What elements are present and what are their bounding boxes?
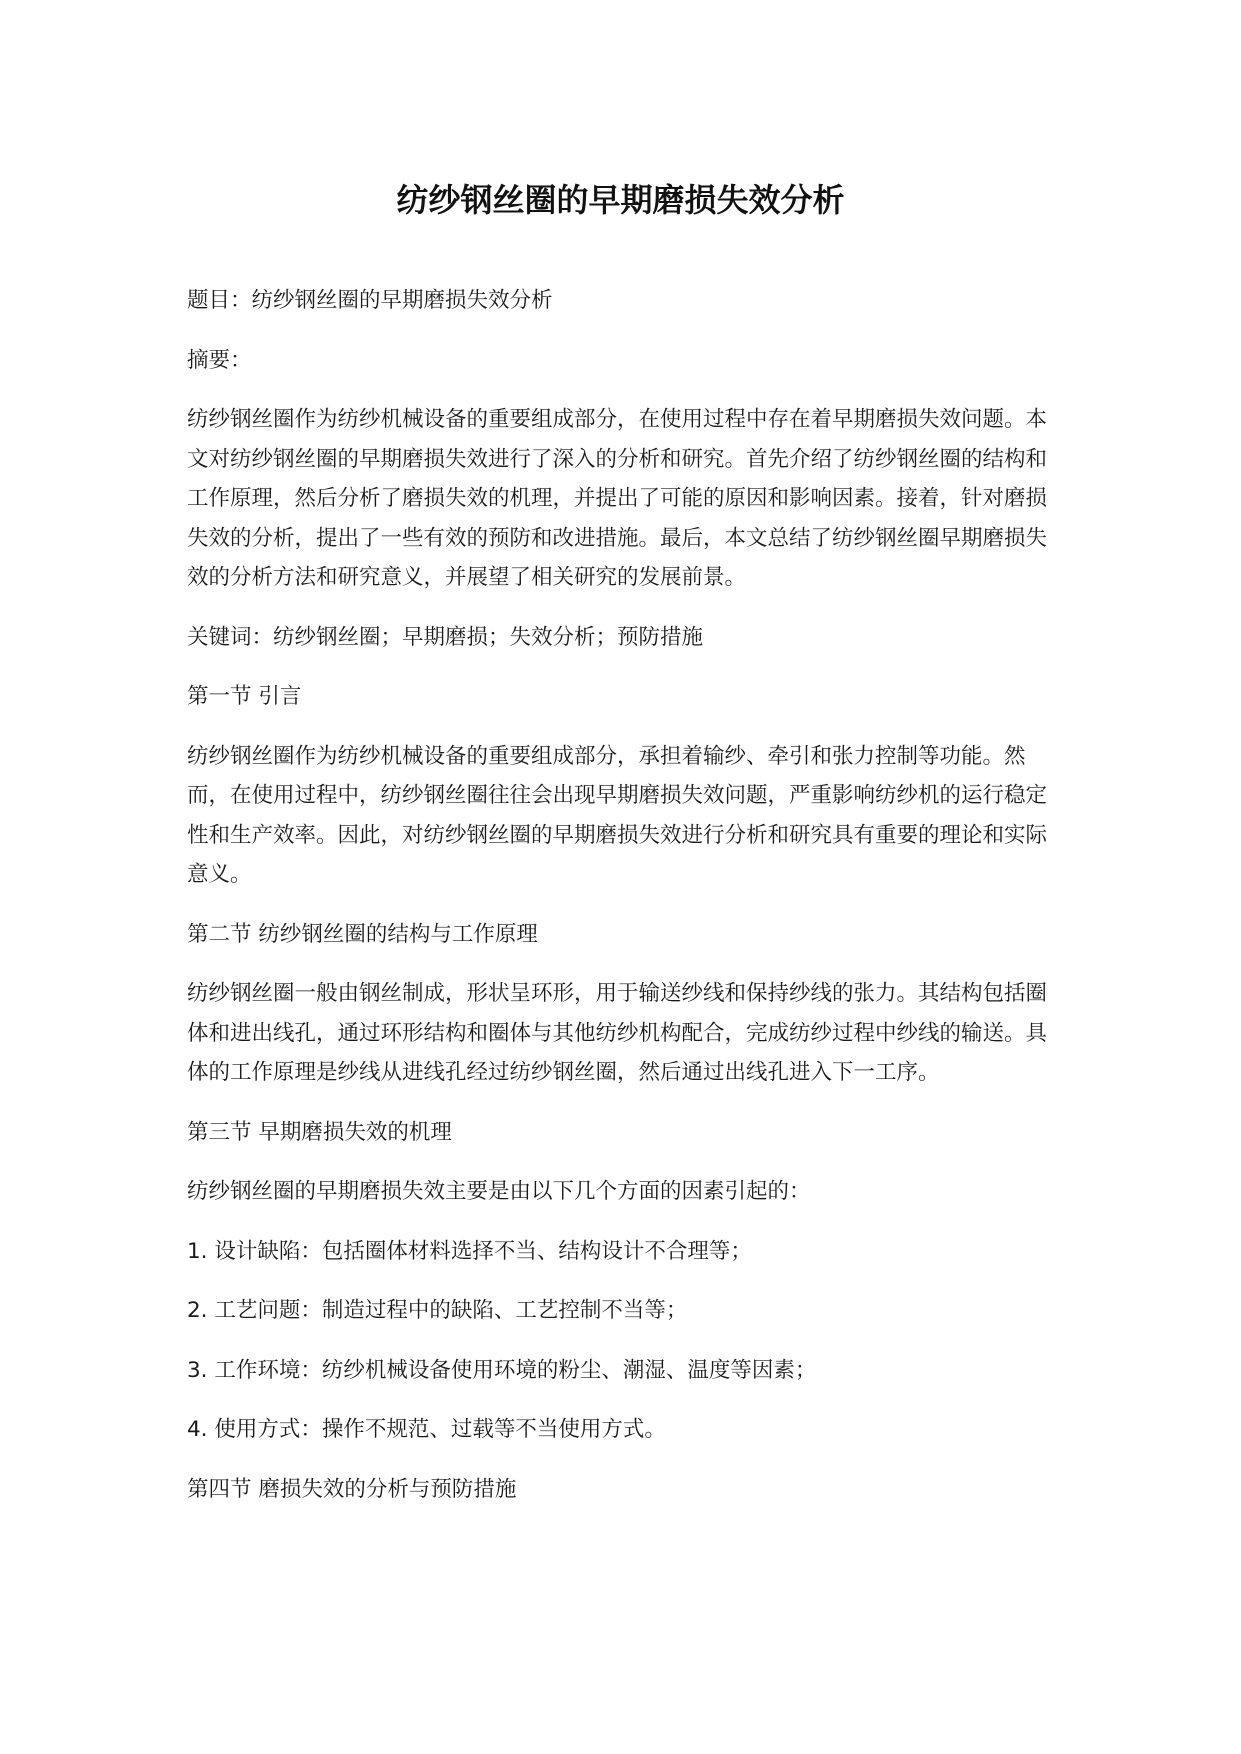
section-heading-3: 第三节 早期磨损失效的机理 — [187, 1119, 452, 1145]
document-body — [187, 281, 1067, 1529]
section-3-intro: 纺纱钢丝圈的早期磨损失效主要是由以下几个方面的因素引起的： — [187, 1179, 811, 1204]
list-item-2: 2. 工艺问题：制造过程中的缺陷、工艺控制不当等； — [187, 1298, 688, 1323]
section-heading-2: 第二节 纺纱钢丝圈的结构与工作原理 — [187, 921, 538, 947]
section-1-paragraph: 纺纱钢丝圈作为纺纱机械设备的重要组成部分，承担着输纱、牵引和张力控制等功能。然而，在使用过程中，纺纱钢丝圈往往会出现早期磨损失效问题，严重影响纺纱机的运行稳定性和生产效率。因此，对纺纱钢丝圈的早期磨损失效进行分析和研究具有重要的理论和实际意义。 — [187, 743, 1048, 887]
document-title: 纺纱钢丝圈的早期磨损失效分析 — [396, 181, 845, 219]
keywords-line: 关键词：纺纱钢丝圈；早期磨损；失效分析；预防措施 — [187, 624, 704, 650]
topic-line: 题目：纺纱钢丝圈的早期磨损失效分析 — [187, 288, 553, 313]
list-item-4: 4. 使用方式：操作不规范、过载等不当使用方式。 — [187, 1417, 666, 1442]
section-heading-1: 第一节 引言 — [187, 684, 302, 709]
section-heading-4: 第四节 磨损失效的分析与预防措施 — [187, 1476, 517, 1502]
abstract-paragraph: 纺纱钢丝圈作为纺纱机械设备的重要组成部分，在使用过程中存在着早期磨损失效问题。本文对纺纱钢丝圈的早期磨损失效进行了深入的分析和研究。首先介绍了纺纱钢丝圈的结构和工作原理，然后分析了磨损失效的机理，并提出了可能的原因和影响因素。接着，针对磨损失效的分析，提出了一些有效的预防和改进措施。最后，本文总结了纺纱钢丝圈早期磨损失效的分析方法和研究意义，并展望了相关研究的发展前景。 — [187, 407, 1048, 590]
section-2-paragraph: 纺纱钢丝圈一般由钢丝制成，形状呈环形，用于输送纱线和保持纱线的张力。其结构包括圈体和进出线孔，通过环形结构和圈体与其他纺纱机构配合，完成纺纱过程中纱线的输送。具体的工作原理是纱线从进线孔经过纺纱钢丝圈，然后通过出线孔进入下一工序。 — [187, 981, 1048, 1085]
list-item-3: 3. 工作环境：纺纱机械设备使用环境的粉尘、潮湿、温度等因素； — [187, 1357, 817, 1383]
abstract-heading: 摘要： — [187, 347, 252, 373]
list-item-1: 1. 设计缺陷：包括圈体材料选择不当、结构设计不合理等； — [187, 1238, 752, 1264]
